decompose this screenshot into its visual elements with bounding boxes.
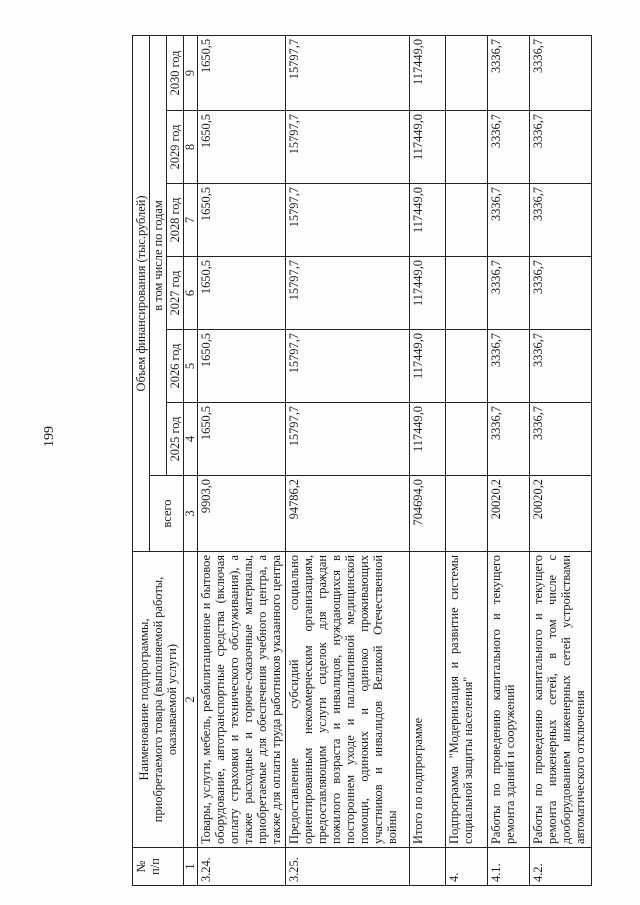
- row-2027: 1650,5: [198, 257, 286, 330]
- row-2029: [446, 111, 488, 184]
- header-total: всего: [150, 476, 184, 552]
- row-total: [446, 476, 488, 552]
- row-2028: 3336,7: [488, 184, 530, 257]
- row-2027: 117449,0: [410, 257, 446, 330]
- row-2030: 3336,7: [488, 35, 530, 110]
- table-row: [488, 35, 530, 885]
- index-cell: 4: [184, 403, 198, 476]
- header-name: Наименование подпрограммы, приобретаемого товара (выполняемой работы, оказываемой услуги): [133, 552, 184, 848]
- table-row: [286, 35, 410, 885]
- row-2028: 15797,7: [286, 184, 410, 257]
- row-2027: 3336,7: [488, 257, 530, 330]
- row-name: Работы по проведению капитального и текущего ремонта зданий и сооружений: [488, 552, 530, 848]
- row-total: 9903,0: [198, 476, 286, 552]
- header-year-2027: 2027 год: [167, 257, 184, 330]
- row-2030: 117449,0: [410, 35, 446, 110]
- index-cell: 2: [184, 552, 198, 848]
- table-row-subprogram: [446, 35, 488, 885]
- row-2025: 1650,5: [198, 403, 286, 476]
- row-total: 20020,2: [488, 476, 530, 552]
- funding-table: [132, 35, 592, 886]
- index-cell: 8: [184, 111, 198, 184]
- header-year-2025: 2025 год: [167, 403, 184, 476]
- row-name: Подпрограмма "Модернизация и развитие системы социальной защиты населения": [446, 552, 488, 848]
- row-2030: 1650,5: [198, 35, 286, 110]
- header-by-year: в том числе по годам: [150, 35, 167, 475]
- row-2025: [446, 403, 488, 476]
- row-2025: 15797,7: [286, 403, 410, 476]
- row-name: Работы по проведению капитального и текущего ремонта инженерных сетей, в том числе с дооборудованием инженерных сетей устройствами автоматического отключения: [530, 552, 592, 848]
- row-2029: 3336,7: [488, 111, 530, 184]
- row-2026: 117449,0: [410, 330, 446, 403]
- index-cell: 7: [184, 184, 198, 257]
- row-total: 20020,2: [530, 476, 592, 552]
- row-2028: 1650,5: [198, 184, 286, 257]
- row-2027: [446, 257, 488, 330]
- row-number: [410, 848, 446, 886]
- rotated-table-container: [132, 36, 632, 886]
- row-2025: 117449,0: [410, 403, 446, 476]
- table-row: [198, 35, 286, 885]
- row-number: 4.2.: [530, 848, 592, 886]
- row-2026: 15797,7: [286, 330, 410, 403]
- row-number: 4.: [446, 848, 488, 886]
- table-row: [530, 35, 592, 885]
- index-cell: 3: [184, 476, 198, 552]
- row-name: Итого по подпрограмме: [410, 552, 446, 848]
- page-number: 199: [42, 426, 57, 447]
- header-year-2026: 2026 год: [167, 330, 184, 403]
- row-total: 704694,0: [410, 476, 446, 552]
- row-2028: [446, 184, 488, 257]
- header-year-2029: 2029 год: [167, 111, 184, 184]
- table-row-total: [410, 35, 446, 885]
- row-number: 3.25.: [286, 848, 410, 886]
- row-2030: 15797,7: [286, 35, 410, 110]
- index-cell: 6: [184, 257, 198, 330]
- row-number: 3.24.: [198, 848, 286, 886]
- row-2025: 3336,7: [488, 403, 530, 476]
- row-2026: 3336,7: [530, 330, 592, 403]
- row-2027: 3336,7: [530, 257, 592, 330]
- row-name: Предоставление субсидий социально ориентированным некоммерческим организациям, предоставляющим услуги сиделок для граждан пожилого возраста и инвалидов, нуждающихся в постороннем уходе и паллиативной медицинской помощи, одиноких и одиноко проживающих участников и инвалидов Великой Отечественной войны: [286, 552, 410, 848]
- row-2028: 117449,0: [410, 184, 446, 257]
- header-number: № п/п: [133, 848, 184, 886]
- row-2027: 15797,7: [286, 257, 410, 330]
- header-funding: Объем финансирования (тыс.рублей): [133, 35, 150, 551]
- row-2028: 3336,7: [530, 184, 592, 257]
- row-2030: 3336,7: [530, 35, 592, 110]
- row-2026: 1650,5: [198, 330, 286, 403]
- row-2025: 3336,7: [530, 403, 592, 476]
- row-number: 4.1.: [488, 848, 530, 886]
- row-2026: [446, 330, 488, 403]
- row-2029: 15797,7: [286, 111, 410, 184]
- row-name: Товары, услуги, мебель, реабилитационное и бытовое оборудование, автотранспортные средства (включая оплату страховки и технического обслуживания), а также расходные и горюче-смазочные материалы, приобретаемые для обеспечения учебного центра, а также для оплаты труда работников указанного центра: [198, 552, 286, 848]
- index-cell: 1: [184, 848, 198, 886]
- row-2026: 3336,7: [488, 330, 530, 403]
- row-2030: [446, 35, 488, 110]
- index-cell: 9: [184, 35, 198, 110]
- row-2029: 117449,0: [410, 111, 446, 184]
- header-year-2028: 2028 год: [167, 184, 184, 257]
- index-cell: 5: [184, 330, 198, 403]
- row-2029: 1650,5: [198, 111, 286, 184]
- row-2029: 3336,7: [530, 111, 592, 184]
- column-index-row: [184, 35, 198, 885]
- header-year-2030: 2030 год: [167, 35, 184, 110]
- row-total: 94786,2: [286, 476, 410, 552]
